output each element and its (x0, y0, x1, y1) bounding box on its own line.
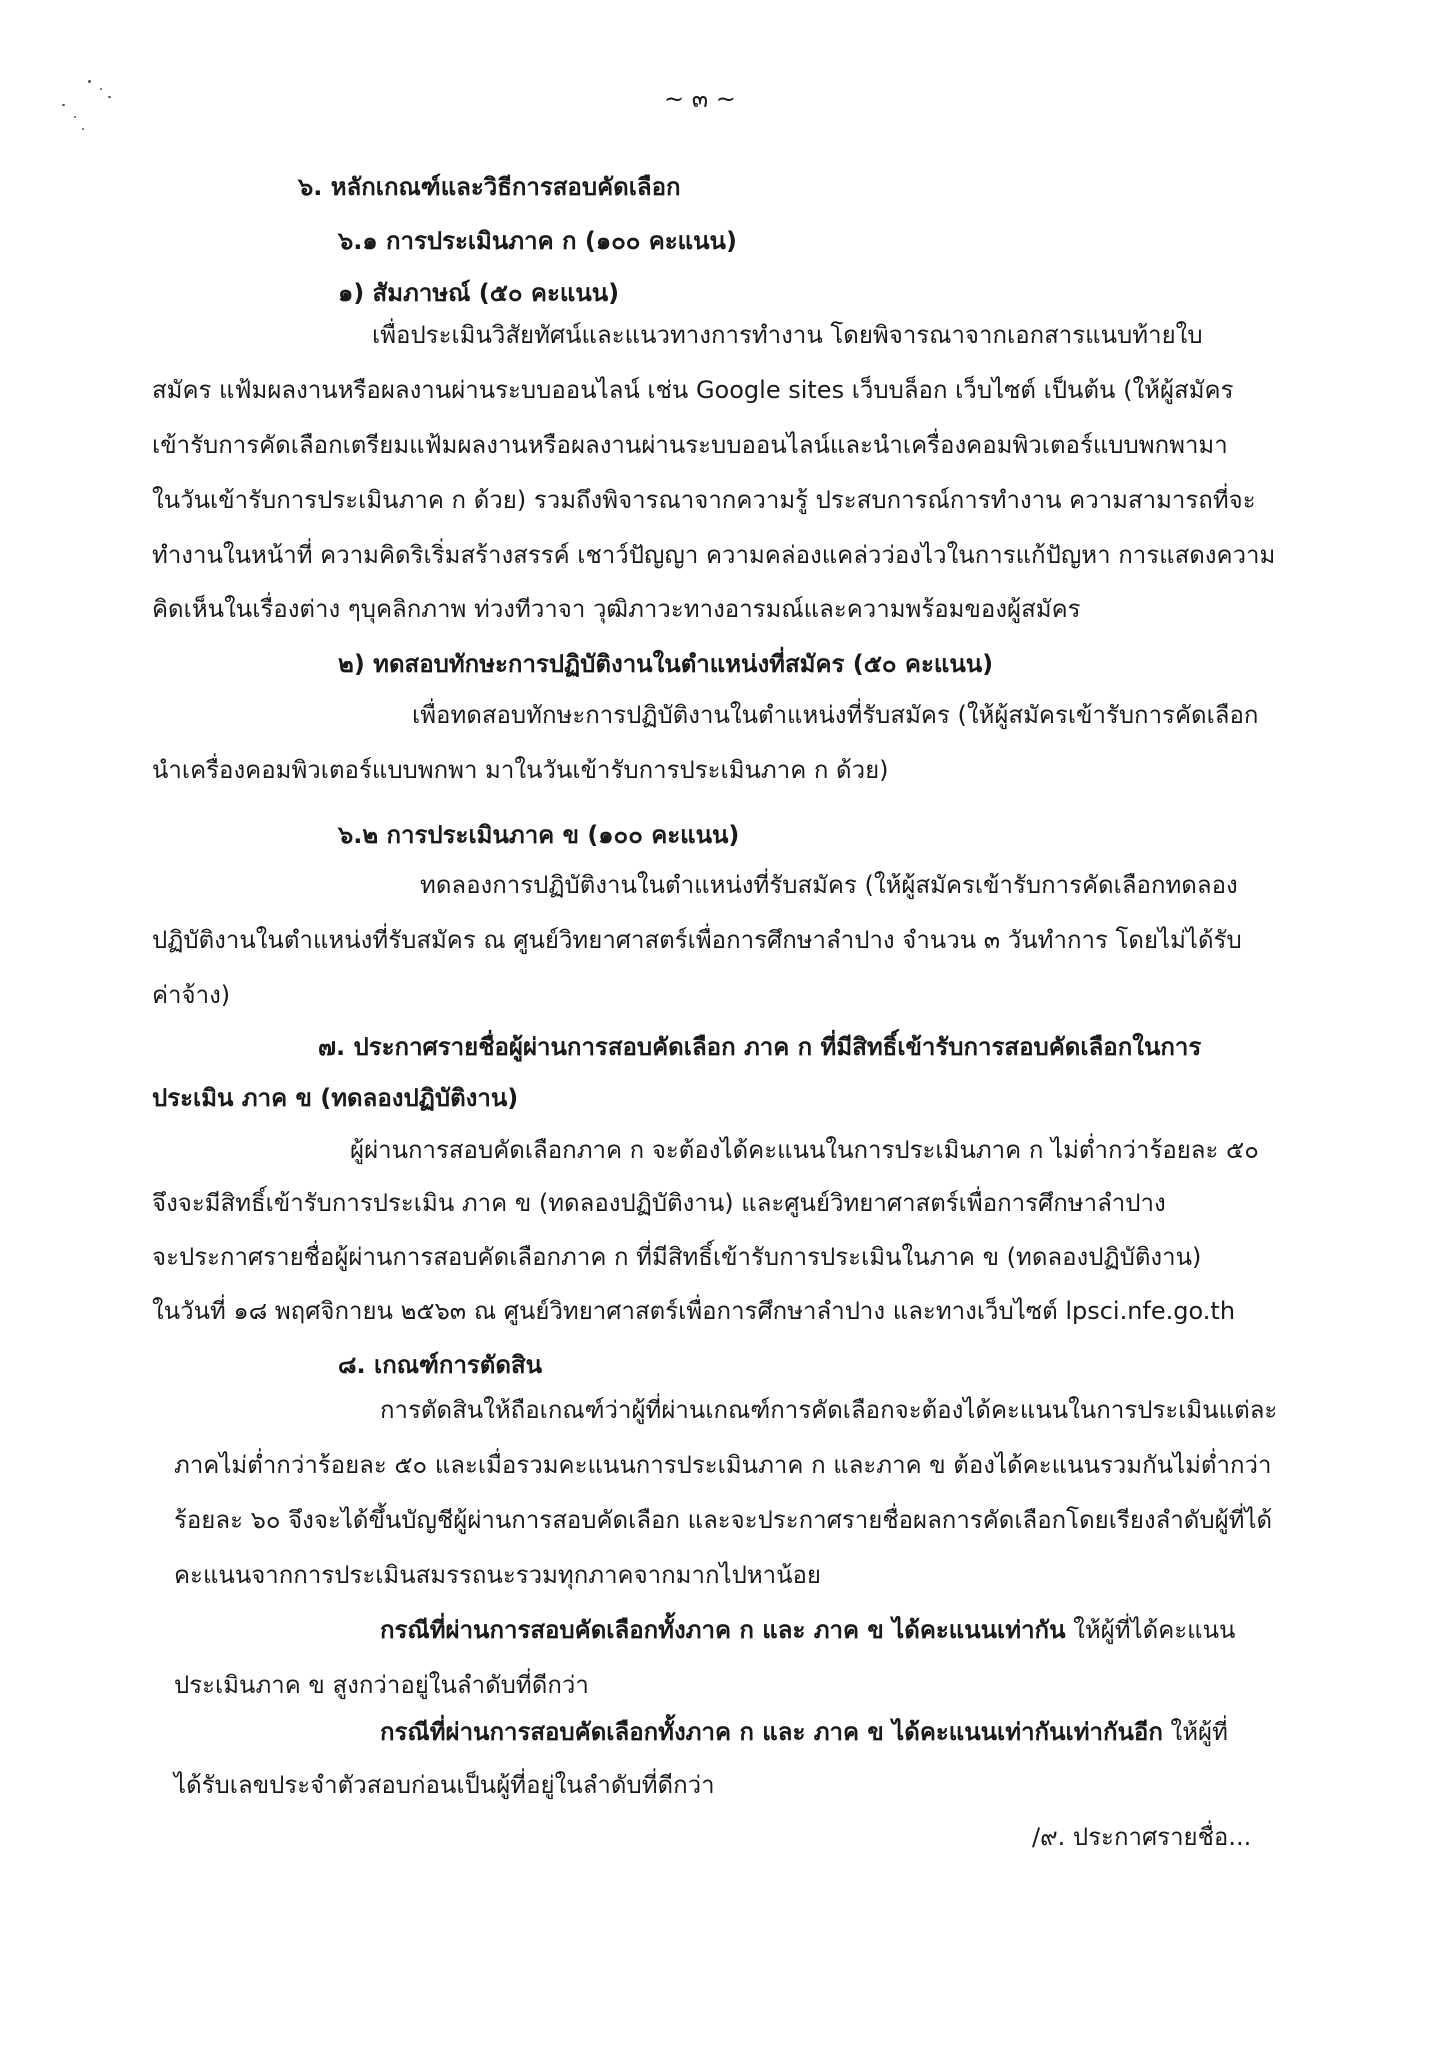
part-b-line: ทดลองการปฏิบัติงานในตำแหน่งที่รับสมัคร (ให้ผู้สมัครเข้ารับการคัดเลือกทดลอง (420, 871, 1238, 899)
case1-rest: ให้ผู้ที่ได้คะแนน (1065, 1616, 1236, 1644)
case1-line (380, 1615, 1235, 1645)
case1-bold: กรณีที่ผ่านการสอบคัดเลือกทั้งภาค ก และ ภาค ข ได้คะแนนเท่ากัน (380, 1616, 1066, 1644)
part-b-line: ปฏิบัติงานในตำแหน่งที่รับสมัคร ณ ศูนย์วิทยาศาสตร์เพื่อการศึกษาลำปาง จำนวน ๓ วันทำการ โดยไม่ได้รับ (152, 926, 1242, 954)
interview-line: เพื่อประเมินวิสัยทัศน์และแนวทางการทำงาน โดยพิจารณาจากเอกสารแนบท้ายใบ (372, 321, 1203, 349)
section6-heading: ๖. หลักเกณฑ์และวิธีการสอบคัดเลือก (298, 173, 681, 201)
part-b-line: ค่าจ้าง) (152, 981, 231, 1009)
interview-line: สมัคร แฟ้มผลงานหรือผลงานผ่านระบบออนไลน์ เช่น Google sites เว็บบล็อก เว็บไซต์ เป็นต้น (ให้ผู้สมัคร (152, 376, 1234, 404)
continuation-note: /๙. ประกาศรายชื่อ... (1032, 1823, 1252, 1851)
interview-heading: ๑) สัมภาษณ์ (๕๐ คะแนน) (338, 279, 620, 307)
case2-line (380, 1717, 1228, 1747)
section7-heading: ๗. ประกาศรายชื่อผู้ผ่านการสอบคัดเลือก ภาค ก ที่มีสิทธิ์เข้ารับการสอบคัดเลือกในการ (318, 1033, 1202, 1061)
page-number: ~ ๓ ~ (664, 85, 736, 113)
section7-line: จะประกาศรายชื่อผู้ผ่านการสอบคัดเลือกภาค ก ที่มีสิทธิ์เข้ารับการประเมินในภาค ข (ทดลองปฏิบัติงาน) (152, 1243, 1202, 1271)
interview-line: เข้ารับการคัดเลือกเตรียมแฟ้มผลงานหรือผลงานผ่านระบบออนไลน์และนำเครื่องคอมพิวเตอร์แบบพกพามา (152, 431, 1228, 459)
section8-line: ร้อยละ ๖๐ จึงจะได้ขึ้นบัญชีผู้ผ่านการสอบคัดเลือก และจะประกาศรายชื่อผลการคัดเลือกโดยเรียงลำดับผู้ที่ได้ (174, 1506, 1273, 1534)
skill-test-heading: ๒) ทดสอบทักษะการปฏิบัติงานในตำแหน่งที่สมัคร (๕๐ คะแนน) (338, 650, 994, 678)
interview-line: ทำงานในหน้าที่ ความคิดริเริ่มสร้างสรรค์ เชาว์ปัญญา ความคล่องแคล่วว่องไวในการแก้ปัญหา การแสดงความ (152, 541, 1276, 569)
section7-line: จึงจะมีสิทธิ์เข้ารับการประเมิน ภาค ข (ทดลองปฏิบัติงาน) และศูนย์วิทยาศาสตร์เพื่อการศึกษาลำปาง (152, 1189, 1166, 1217)
interview-line: คิดเห็นในเรื่องต่าง ๆบุคลิกภาพ ท่วงทีวาจา วุฒิภาวะทางอารมณ์และความพร้อมของผู้สมัคร (152, 595, 1081, 623)
skill-test-line: เพื่อทดสอบทักษะการปฏิบัติงานในตำแหน่งที่รับสมัคร (ให้ผู้สมัครเข้ารับการคัดเลือก (412, 701, 1259, 729)
section7-heading-cont: ประเมิน ภาค ข (ทดลองปฏิบัติงาน) (152, 1084, 519, 1112)
case2-rest: ให้ผู้ที่ (1162, 1718, 1228, 1746)
section8-heading: ๘. เกณฑ์การตัดสิน (338, 1351, 543, 1379)
case2-line2: ได้รับเลขประจำตัวสอบก่อนเป็นผู้ที่อยู่ในลำดับที่ดีกว่า (174, 1771, 715, 1799)
section6-1-heading: ๖.๑ การประเมินภาค ก (๑๐๐ คะแนน) (338, 227, 737, 255)
case1-line2: ประเมินภาค ข สูงกว่าอยู่ในลำดับที่ดีกว่า (174, 1671, 589, 1699)
scan-specks (58, 78, 128, 138)
section6-2-heading: ๖.๒ การประเมินภาค ข (๑๐๐ คะแนน) (338, 821, 740, 849)
case2-bold: กรณีที่ผ่านการสอบคัดเลือกทั้งภาค ก และ ภาค ข ได้คะแนนเท่ากันเท่ากันอีก (380, 1718, 1163, 1746)
skill-test-line: นำเครื่องคอมพิวเตอร์แบบพกพา มาในวันเข้ารับการประเมินภาค ก ด้วย) (152, 756, 889, 784)
section8-line: ภาคไม่ต่ำกว่าร้อยละ ๕๐ และเมื่อรวมคะแนนการประเมินภาค ก และภาค ข ต้องได้คะแนนรวมกันไม่ต่ำกว่า (174, 1451, 1272, 1479)
section8-line: การตัดสินให้ถือเกณฑ์ว่าผู้ที่ผ่านเกณฑ์การคัดเลือกจะต้องได้คะแนนในการประเมินแต่ละ (380, 1396, 1278, 1424)
section7-line: ผู้ผ่านการสอบคัดเลือกภาค ก จะต้องได้คะแนนในการประเมินภาค ก ไม่ต่ำกว่าร้อยละ ๕๐ (350, 1136, 1259, 1164)
section8-line: คะแนนจากการประเมินสมรรถนะรวมทุกภาคจากมากไปหาน้อย (174, 1561, 821, 1589)
interview-line: ในวันเข้ารับการประเมินภาค ก ด้วย) รวมถึงพิจารณาจากความรู้ ประสบการณ์การทำงาน ความสามารถที่จะ (152, 486, 1256, 514)
section7-line: ในวันที่ ๑๘ พฤศจิกายน ๒๕๖๓ ณ ศูนย์วิทยาศาสตร์เพื่อการศึกษาลำปาง และทางเว็บไซต์ lpsci.nfe.go.th (152, 1297, 1236, 1325)
